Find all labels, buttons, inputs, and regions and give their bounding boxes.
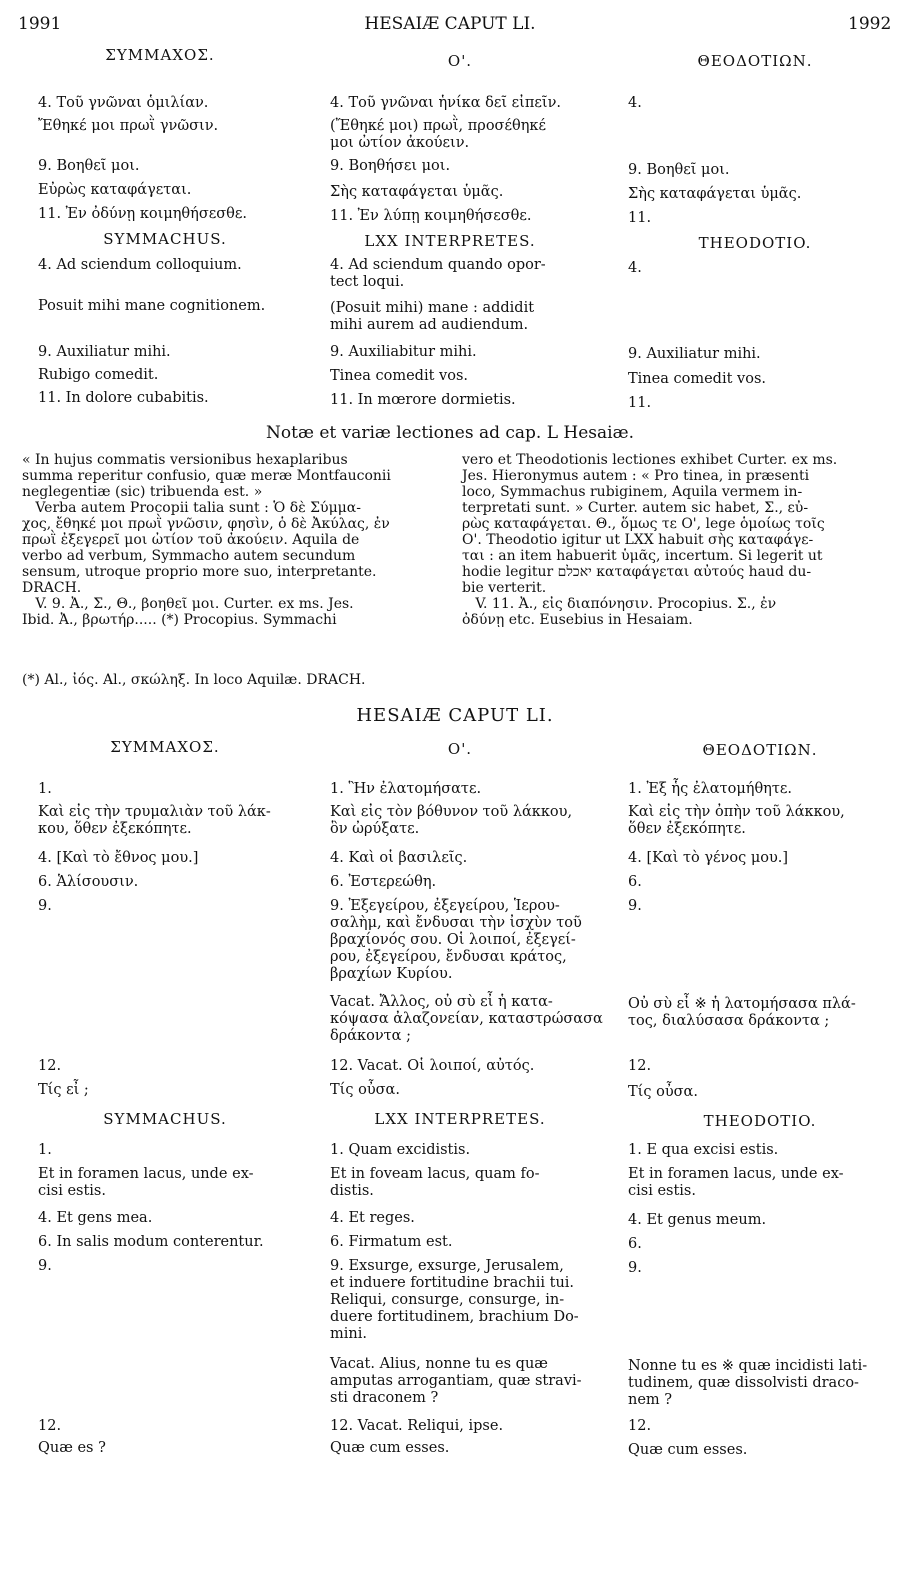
p2-g-sym-7: Τίς εἶ ;: [38, 1082, 89, 1098]
p1-g-sym-4: 11. Ἐν ὀδύνῃ κοιμηθήσεσθε.: [38, 206, 248, 222]
p2-g-sym-0: 1.: [38, 781, 52, 797]
p2-g-sym-1: Καὶ εἰς τὴν τρυμαλιὰν τοῦ λάκ- κου, ὅθεν ἐξεκόπητε.: [38, 804, 271, 837]
p1-g-lxx-1: (Ἔθηκέ μοι) πρωῒ, προσέθηκέ μοι ὠτίον ἀκούειν.: [330, 118, 546, 151]
p1-l-lxx-2: 9. Auxiliabitur mihi.: [330, 344, 477, 360]
p1-l-theo-0: 4.: [628, 260, 642, 276]
p1-g-theo-2: 9. Βοηθεῖ μοι.: [628, 162, 730, 178]
p2-g-sym-2: 4. [Καὶ τὸ ἔθνος μου.]: [38, 850, 199, 866]
p1-g-theo-3: Σὴς καταφάγεται ὑμᾶς.: [628, 186, 802, 202]
p2-g-lxx-0: 1. Ἣν ἐλατομήσατε.: [330, 781, 482, 797]
p2-col-head-lxx-greek: Ο'.: [447, 740, 473, 758]
p1-l-sym-2: 9. Auxiliatur mihi.: [38, 344, 171, 360]
p2-g-theo-7: Τίς οὖσα.: [628, 1084, 698, 1100]
p1-l-lxx-0: 4. Ad sciendum quando opor- tect loqui.: [330, 257, 546, 290]
p1-l-sym-3: Rubigo comedit.: [38, 367, 159, 383]
p1-g-lxx-0: 4. Τοῦ γνῶναι ἡνίκα δεῖ εἰπεῖν.: [330, 95, 562, 111]
p1-l-lxx-4: 11. In mœrore dormietis.: [330, 392, 516, 408]
notes-left-column: « In hujus commatis versionibus hexaplaribus summa reperitur confusio, quæ meræ Montfauconii neglegentiæ (sic) tribuenda est. » Verba autem Procopii talia sunt : Ὁ δὲ Σύμμα- χος, ἔθηκέ μοι πρωῒ γνῶσιν, φησὶν, ὁ δὲ Ἀκύλας, ἐν πρωῒ ἐξεγερεῖ μοι ὠτίον τοῦ ἀκούειν. Aquila de verbo ad verbum, Symmacho autem secundum sensum, utroque proprio more suo, interpretante. DRACH. V. 9. Ἀ., Σ., Θ., βοηθεῖ μοι. Curter. ex ms. Jes. Ibid. Ἀ., βρωτήρ..... (*) Procopius. Symmachi: [22, 452, 391, 628]
p2-l-theo-6: 12.: [628, 1418, 652, 1434]
col-head-theodotion-greek: ΘΕΟΔΟΤΙΩΝ.: [697, 52, 813, 70]
p2-l-sym-2: 4. Et gens mea.: [38, 1210, 153, 1226]
p2-g-theo-3: 6.: [628, 874, 642, 890]
p1-g-lxx-3: Σὴς καταφάγεται ὑμᾶς.: [330, 184, 504, 200]
p2-col-head-theodotio-latin: THEODOTIO.: [703, 1112, 817, 1130]
p2-l-theo-5: Nonne tu es ※ quæ incidisti lati- tudinem, quæ dissolvisti draco- nem ?: [628, 1358, 868, 1408]
col-head-theodotio-latin: THEODOTIO.: [698, 234, 812, 252]
p2-g-lxx-6: 12. Vacat. Οἱ λοιποί, αὐτός.: [330, 1058, 535, 1074]
p2-g-sym-3: 6. Ἁλίσουσιν.: [38, 874, 139, 890]
p1-l-lxx-1: (Posuit mihi) mane : addidit mihi aurem ad audiendum.: [330, 300, 535, 333]
p2-l-theo-7: Quæ cum esses.: [628, 1442, 748, 1458]
p2-col-head-theodotion-greek: ΘΕΟΔΟΤΙΩΝ.: [702, 741, 818, 759]
p2-g-sym-6: 12.: [38, 1058, 62, 1074]
p2-l-theo-4: 9.: [628, 1260, 642, 1276]
p1-g-sym-2: 9. Βοηθεῖ μοι.: [38, 158, 140, 174]
p2-l-lxx-4: 9. Exsurge, exsurge, Jerusalem, et induere fortitudine brachii tui. Reliqui, consurge, consurge, in- duere fortitudinem, brachium Do- mini.: [330, 1258, 579, 1342]
p2-g-theo-4: 9.: [628, 898, 642, 914]
p2-g-lxx-5: Vacat. Ἄλλος, οὐ σὺ εἶ ἡ κατα- κόψασα ἀλαζονείαν, καταστρώσασα δράκοντα ;: [330, 994, 603, 1044]
p1-g-sym-1: Ἔθηκέ μοι πρωῒ γνῶσιν.: [38, 118, 219, 134]
p2-g-lxx-1: Καὶ εἰς τὸν βόθυνον τοῦ λάκκου, ὃν ὠρύξατε.: [330, 804, 573, 837]
footnote: (*) Al., ἰός. Al., σκώληξ. In loco Aquilæ. DRACH.: [22, 672, 366, 688]
col-head-symmachus-latin: SYMMACHUS.: [103, 230, 227, 248]
notes-title: Notæ et variæ lectiones ad cap. L Hesaiæ.: [266, 423, 634, 443]
p2-g-lxx-4: 9. Ἐξεγείρου, ἐξεγείρου, Ἱερου- σαλὴμ, καὶ ἔνδυσαι τὴν ἰσχὺν τοῦ βραχίονός σου. Οἱ λοιποί, ἐξεγεί- ρου, ἐξεγείρου, ἔνδυσαι κράτος, βραχίων Κυρίου.: [330, 898, 582, 982]
p2-col-head-lxx-latin: LXX INTERPRETES.: [374, 1110, 546, 1128]
p2-g-lxx-2: 4. Καὶ οἱ βασιλεῖς.: [330, 850, 468, 866]
p2-l-lxx-0: 1. Quam excidistis.: [330, 1142, 471, 1158]
p2-l-sym-1: Et in foramen lacus, unde ex- cisi estis.: [38, 1166, 254, 1199]
running-title: HESAIÆ CAPUT LI.: [364, 14, 536, 34]
p1-l-sym-0: 4. Ad sciendum colloquium.: [38, 257, 242, 273]
p2-g-theo-6: 12.: [628, 1058, 652, 1074]
page-number-right: 1992: [848, 14, 892, 34]
page-number-left: 1991: [18, 14, 62, 34]
p1-l-theo-3: Tinea comedit vos.: [628, 371, 766, 387]
p1-l-lxx-3: Tinea comedit vos.: [330, 368, 468, 384]
p2-g-sym-4: 9.: [38, 898, 52, 914]
p2-l-sym-7: Quæ es ?: [38, 1440, 106, 1456]
p2-l-sym-6: 12.: [38, 1418, 62, 1434]
p2-g-theo-2: 4. [Καὶ τὸ γένος μου.]: [628, 850, 789, 866]
p1-g-theo-0: 4.: [628, 95, 642, 111]
p2-g-theo-0: 1. Ἐξ ἧς ἐλατομήθητε.: [628, 781, 793, 797]
notes-right-column: vero et Theodotionis lectiones exhibet Curter. ex ms. Jes. Hieronymus autem : « Pro tinea, in præsenti loco, Symmachus rubiginem, Aquila vermem in- terpretati sunt. » Curter. autem sic habet, Σ., εὐ- ρὼς καταφάγεται. Θ., ὅμως τε Ο', lege ὁμοίως τοῖς Ο'. Theodotio igitur ut LXX habuit σὴς καταφάγε- ται : an item habuerit ὑμᾶς, incertum. Si legerit ut hodie legitur יאכלם καταφάγεται αὐτούς haud du- bie verterit. V. 11. Ἀ., εἰς διαπόνησιν. Procopius. Σ., ἐν ὀδύνῃ etc. Eusebius in Hesaiam.: [462, 452, 838, 628]
p2-l-theo-0: 1. E qua excisi estis.: [628, 1142, 779, 1158]
p2-l-theo-3: 6.: [628, 1236, 642, 1252]
section-title: HESAIÆ CAPUT LI.: [356, 705, 554, 726]
p2-g-lxx-7: Τίς οὖσα.: [330, 1082, 400, 1098]
p2-l-lxx-7: Quæ cum esses.: [330, 1440, 450, 1456]
p2-g-theo-1: Καὶ εἰς τὴν ὀπὴν τοῦ λάκκου, ὅθεν ἐξεκόπητε.: [628, 804, 845, 837]
p2-l-lxx-6: 12. Vacat. Reliqui, ipse.: [330, 1418, 504, 1434]
p1-g-sym-0: 4. Τοῦ γνῶναι ὁμιλίαν.: [38, 95, 209, 111]
p2-l-theo-2: 4. Et genus meum.: [628, 1212, 767, 1228]
col-head-lxx-latin: LXX INTERPRETES.: [364, 232, 536, 250]
p2-l-sym-0: 1.: [38, 1142, 52, 1158]
p1-g-lxx-4: 11. Ἐν λύπῃ κοιμηθήσεσθε.: [330, 208, 532, 224]
p2-l-sym-4: 9.: [38, 1258, 52, 1274]
p2-col-head-symmachus-latin: SYMMACHUS.: [103, 1110, 227, 1128]
p2-l-lxx-1: Et in foveam lacus, quam fo- distis.: [330, 1166, 540, 1199]
p2-l-lxx-5: Vacat. Alius, nonne tu es quæ amputas arrogantiam, quæ stravi- sti draconem ?: [330, 1356, 582, 1406]
p1-g-lxx-2: 9. Βοηθήσει μοι.: [330, 158, 451, 174]
p2-l-lxx-3: 6. Firmatum est.: [330, 1234, 453, 1250]
p2-col-head-symmachus-greek: ΣΥΜΜΑΧΟΣ.: [110, 738, 220, 756]
p2-l-lxx-2: 4. Et reges.: [330, 1210, 415, 1226]
p1-g-sym-3: Εὐρὼς καταφάγεται.: [38, 182, 192, 198]
p2-g-lxx-3: 6. Ἐστερεώθη.: [330, 874, 437, 890]
p2-g-theo-5: Οὐ σὺ εἶ ※ ἡ λατομήσασα πλά- τος, διαλύσασα δράκοντα ;: [628, 996, 856, 1029]
p1-g-theo-4: 11.: [628, 210, 652, 226]
col-head-lxx-greek: Ο'.: [447, 52, 473, 70]
p1-l-theo-2: 9. Auxiliatur mihi.: [628, 346, 761, 362]
p1-l-sym-1: Posuit mihi mane cognitionem.: [38, 298, 266, 314]
p2-l-theo-1: Et in foramen lacus, unde ex- cisi estis.: [628, 1166, 844, 1199]
p1-l-sym-4: 11. In dolore cubabitis.: [38, 390, 209, 406]
p1-l-theo-4: 11.: [628, 395, 652, 411]
p2-l-sym-3: 6. In salis modum conterentur.: [38, 1234, 264, 1250]
col-head-symmachus-greek: ΣΥΜΜΑΧΟΣ.: [105, 46, 215, 64]
